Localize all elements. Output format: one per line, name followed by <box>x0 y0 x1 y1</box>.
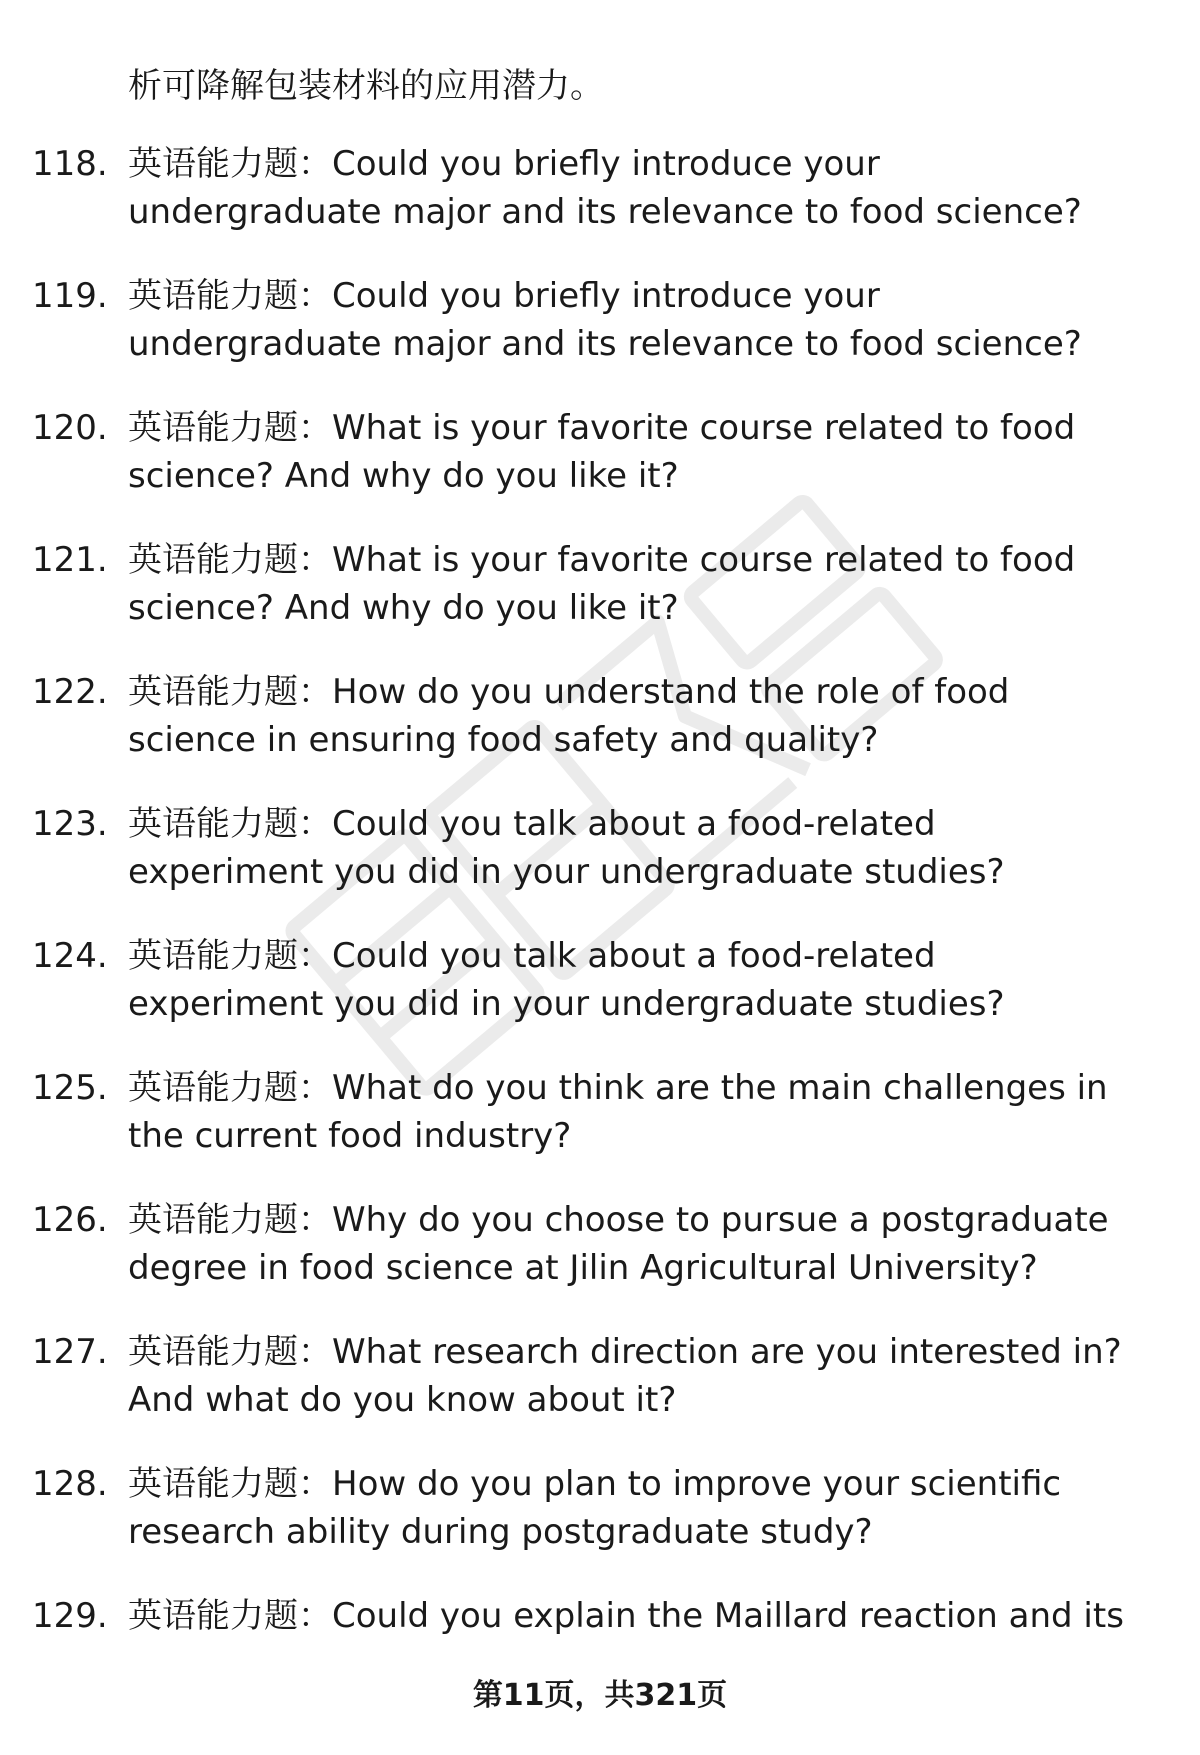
question-category-label: 英语能力题： <box>128 1332 332 1372</box>
question-line <box>128 1508 1178 1556</box>
question-line-text: Could you briefly introduce your <box>332 276 880 316</box>
question-item <box>0 140 1200 272</box>
question-line <box>128 1328 1178 1376</box>
question-category-label: 英语能力题： <box>128 804 332 844</box>
question-category-label: 英语能力题： <box>128 144 332 184</box>
question-line <box>128 584 1178 632</box>
question-text <box>128 536 1178 632</box>
question-line <box>128 1460 1178 1508</box>
question-line <box>128 140 1178 188</box>
question-text <box>128 1064 1178 1160</box>
question-line-text: experiment you did in your undergraduate studies? <box>128 984 1005 1024</box>
question-line-text: Could you explain the Maillard reaction and its <box>332 1596 1124 1636</box>
question-item <box>0 272 1200 404</box>
question-line-text: science in ensuring food safety and quality? <box>128 720 879 760</box>
question-line-text: Could you talk about a food-related <box>332 804 936 844</box>
question-number: 125. <box>32 1068 108 1108</box>
question-item <box>0 1196 1200 1328</box>
question-category-label: 英语能力题： <box>128 672 332 712</box>
question-text <box>128 272 1178 368</box>
question-line <box>128 716 1178 764</box>
question-line <box>128 1112 1178 1160</box>
question-line <box>128 1592 1178 1640</box>
question-line <box>128 668 1178 716</box>
question-line-text: How do you understand the role of food <box>332 672 1010 712</box>
question-line-text: research ability during postgraduate study? <box>128 1512 873 1552</box>
question-category-label: 英语能力题： <box>128 1464 332 1504</box>
question-number: 120. <box>32 408 108 448</box>
question-line <box>128 1064 1178 1112</box>
question-number: 118. <box>32 144 108 184</box>
question-list <box>0 140 1200 1724</box>
question-line-text: What do you think are the main challenges in <box>332 1068 1108 1108</box>
question-number: 123. <box>32 804 108 844</box>
question-item <box>0 932 1200 1064</box>
question-text <box>128 1460 1178 1556</box>
question-line-text: Could you talk about a food-related <box>332 936 936 976</box>
question-text <box>128 668 1178 764</box>
question-number: 128. <box>32 1464 108 1504</box>
question-number: 124. <box>32 936 108 976</box>
question-line <box>128 188 1178 236</box>
question-category-label: 英语能力题： <box>128 540 332 580</box>
question-category-label: 英语能力题： <box>128 936 332 976</box>
question-number: 121. <box>32 540 108 580</box>
question-category-label: 英语能力题： <box>128 1200 332 1240</box>
question-line <box>128 980 1178 1028</box>
question-item <box>0 668 1200 800</box>
question-item <box>0 404 1200 536</box>
question-text <box>128 140 1178 236</box>
question-line-text: Why do you choose to pursue a postgraduate <box>332 1200 1109 1240</box>
question-text <box>128 800 1178 896</box>
question-line <box>128 932 1178 980</box>
continued-text: 析可降解包装材料的应用潜力。 <box>128 66 604 106</box>
question-text <box>128 932 1178 1028</box>
question-category-label: 英语能力题： <box>128 276 332 316</box>
question-line <box>128 320 1178 368</box>
question-line-text: undergraduate major and its relevance to food science? <box>128 324 1082 364</box>
question-text <box>128 1592 1178 1640</box>
question-line <box>128 536 1178 584</box>
question-number: 127. <box>32 1332 108 1372</box>
question-line <box>128 452 1178 500</box>
question-line <box>128 1196 1178 1244</box>
question-line-text: degree in food science at Jilin Agricultural University? <box>128 1248 1038 1288</box>
question-item <box>0 800 1200 932</box>
question-text <box>128 1328 1178 1424</box>
question-line-text: the current food industry? <box>128 1116 572 1156</box>
question-line <box>128 800 1178 848</box>
question-line-text: science? And why do you like it? <box>128 588 679 628</box>
question-text <box>128 1196 1178 1292</box>
question-item <box>0 1064 1200 1196</box>
question-item <box>0 536 1200 668</box>
question-line-text: What research direction are you interested in? <box>332 1332 1122 1372</box>
question-line-text: experiment you did in your undergraduate studies? <box>128 852 1005 892</box>
question-line-text: science? And why do you like it? <box>128 456 679 496</box>
question-number: 129. <box>32 1596 108 1636</box>
question-item <box>0 1592 1200 1724</box>
question-line-text: Could you briefly introduce your <box>332 144 880 184</box>
question-category-label: 英语能力题： <box>128 1068 332 1108</box>
question-line-text: undergraduate major and its relevance to food science? <box>128 192 1082 232</box>
question-item <box>0 1460 1200 1592</box>
question-number: 126. <box>32 1200 108 1240</box>
question-number: 122. <box>32 672 108 712</box>
question-line <box>128 1244 1178 1292</box>
question-line-text: What is your favorite course related to food <box>332 540 1076 580</box>
question-line <box>128 848 1178 896</box>
question-line <box>128 404 1178 452</box>
question-number: 119. <box>32 276 108 316</box>
question-category-label: 英语能力题： <box>128 408 332 448</box>
question-line-text: What is your favorite course related to food <box>332 408 1076 448</box>
question-item <box>0 1328 1200 1460</box>
question-line <box>128 272 1178 320</box>
question-text <box>128 404 1178 500</box>
question-line <box>128 1376 1178 1424</box>
question-line-text: And what do you know about it? <box>128 1380 677 1420</box>
question-line-text: How do you plan to improve your scientific <box>332 1464 1062 1504</box>
page-footer: 第11页，共321页 <box>472 1678 728 1713</box>
question-category-label: 英语能力题： <box>128 1596 332 1636</box>
